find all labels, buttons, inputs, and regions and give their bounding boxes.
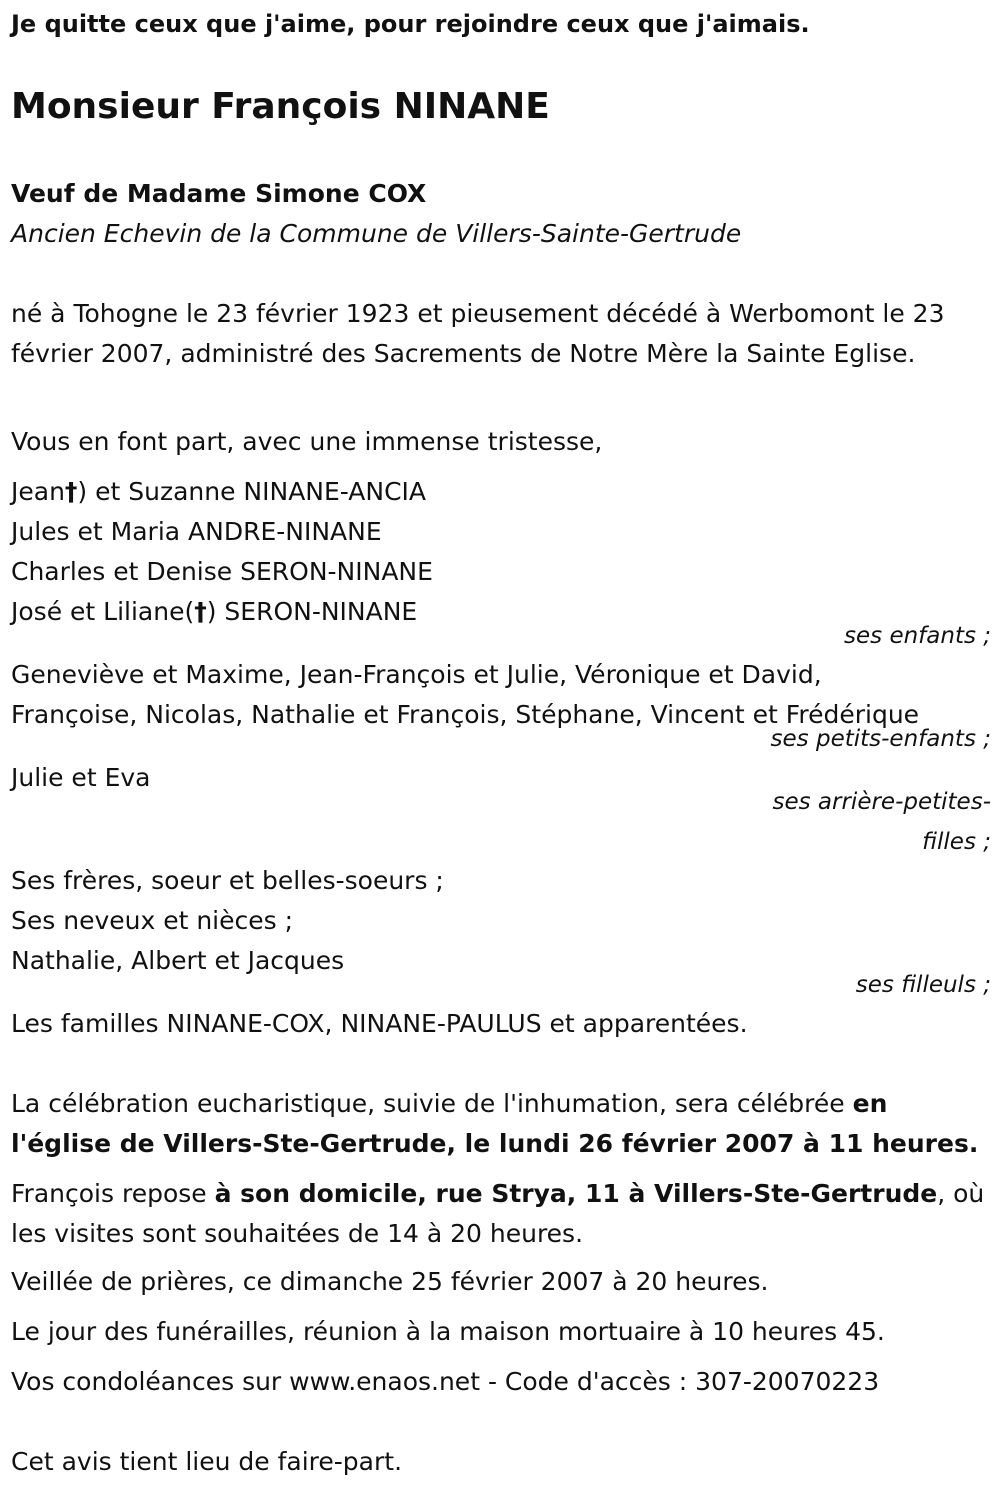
rests-paragraph xyxy=(11,1174,986,1254)
cross-icon: † xyxy=(64,477,78,506)
former-role: Ancien Echevin de la Commune de Villers-Sainte-Gertrude xyxy=(11,219,742,248)
children-label: ses enfants ; xyxy=(844,623,991,649)
child-line-1 xyxy=(11,472,426,512)
rests-address: à son domicile, rue Strya, 11 à Villers-Ste-Gertrude xyxy=(214,1179,938,1208)
rests-text-1: François repose xyxy=(11,1179,215,1208)
ceremony-paragraph xyxy=(11,1084,986,1164)
godchildren-label: ses filleuls ; xyxy=(855,972,991,998)
rests-text-2: , où les visites sont souhaitées de 14 à 20 heures. xyxy=(11,1179,985,1248)
widower-of: Veuf de Madame Simone COX xyxy=(11,179,427,208)
funeral-day-line: Le jour des funérailles, réunion à la maison mortuaire à 10 heures 45. xyxy=(11,1317,885,1346)
birth-death-paragraph: né à Tohogne le 23 février 1923 et pieusement décédé à Werbomont le 23 février 2007, administré des Sacrements de Notre Mère la Sainte Eglise. xyxy=(11,299,945,368)
great-granddaughters-label-2: filles ; xyxy=(922,829,991,855)
child-4-first-names: José et Liliane( xyxy=(11,597,195,626)
child-4-rest: ) SERON-NINANE xyxy=(206,597,418,626)
deceased-name: Monsieur François NINANE xyxy=(11,86,550,127)
great-granddaughters-label-1: ses arrière-petites- xyxy=(772,789,991,815)
condolences-line: Vos condoléances sur www.enaos.net - Code d'accès : 307-20070223 xyxy=(11,1367,880,1396)
grandchildren-label: ses petits-enfants ; xyxy=(770,726,991,752)
ceremony-text: La célébration eucharistique, suivie de l'inhumation, sera célébrée xyxy=(11,1089,853,1118)
godchildren-names: Nathalie, Albert et Jacques xyxy=(11,946,345,975)
closing-line: Cet avis tient lieu de faire-part. xyxy=(11,1447,403,1476)
child-line-4 xyxy=(11,592,417,632)
child-line-3: Charles et Denise SERON-NINANE xyxy=(11,557,433,586)
cross-icon: † xyxy=(194,597,207,626)
families-line: Les familles NINANE-COX, NINANE-PAULUS et apparentées. xyxy=(11,1009,748,1038)
grandchildren-line-2: Françoise, Nicolas, Nathalie et François, Stéphane, Vincent et Frédérique xyxy=(11,700,920,729)
great-granddaughters-names: Julie et Eva xyxy=(11,763,151,792)
child-line-2: Jules et Maria ANDRE-NINANE xyxy=(11,517,382,546)
ceremony-details: en l'église de Villers-Ste-Gertrude, le lundi 26 février 2007 à 11 heures. xyxy=(11,1089,979,1158)
nephews-line: Ses neveux et nièces ; xyxy=(11,906,294,935)
epigraph: Je quitte ceux que j'aime, pour rejoindre ceux que j'aimais. xyxy=(11,10,810,38)
announcement-intro: Vous en font part, avec une immense tristesse, xyxy=(11,427,603,456)
vigil-line: Veillée de prières, ce dimanche 25 février 2007 à 20 heures. xyxy=(11,1267,769,1296)
grandchildren-line-1: Geneviève et Maxime, Jean-François et Julie, Véronique et David, xyxy=(11,660,822,689)
child-1-rest: ) et Suzanne NINANE-ANCIA xyxy=(77,477,427,506)
child-1-first-name: Jean xyxy=(11,477,65,506)
siblings-line: Ses frères, soeur et belles-soeurs ; xyxy=(11,866,444,895)
